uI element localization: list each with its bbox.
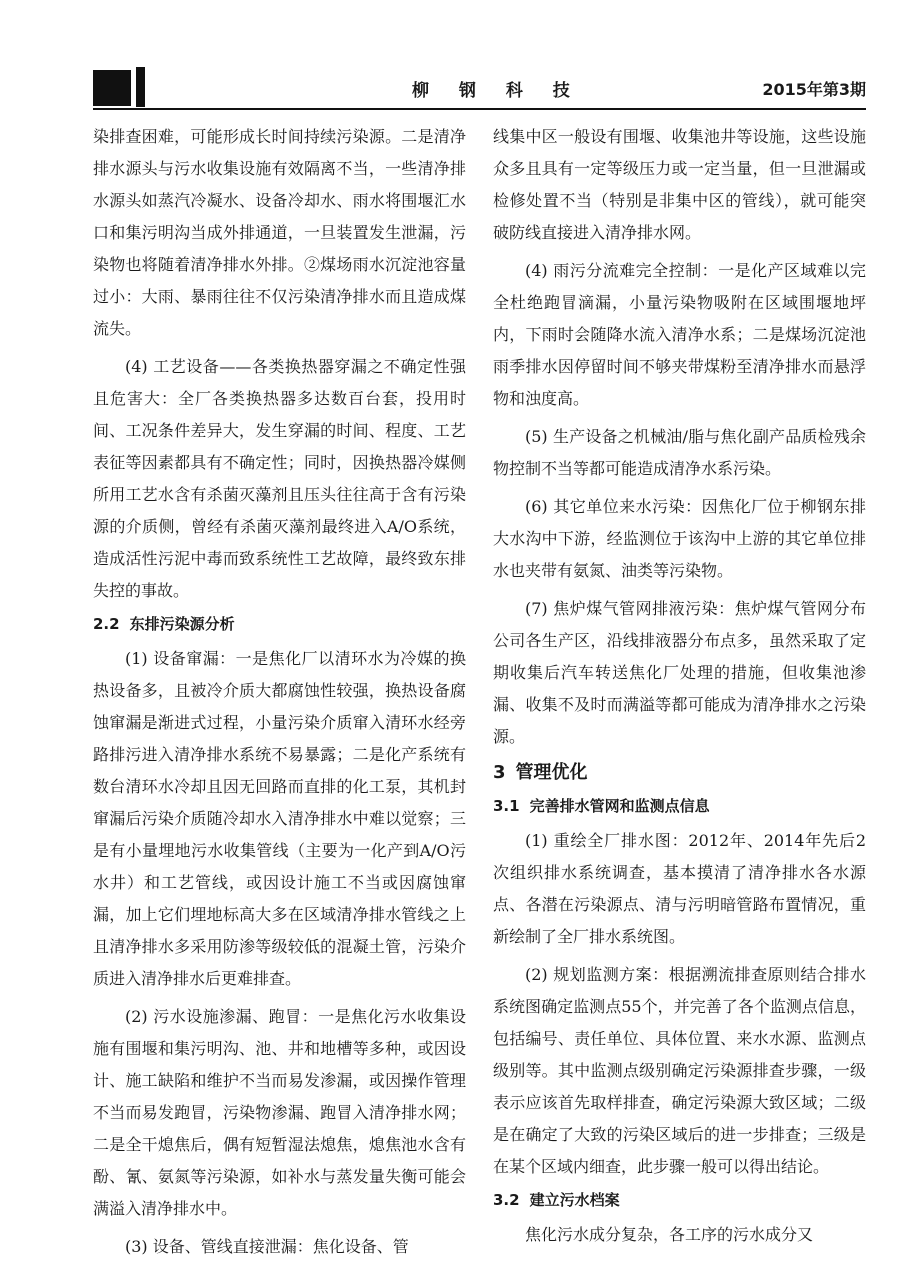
section-heading-3 bbox=[493, 757, 866, 789]
paragraph-equipment-leakage: (1) 设备窜漏：一是焦化厂以清环水为冷媒的换热设备多，且被冷介质大都腐蚀性较强，换热设备腐蚀窜漏是渐进式过程，小量污染介质窜入清环水经旁路排污进入清净排水系统不易暴露；二是化产系统有数台清环水冷却且因无回路而直排的化工泵，其机封窜漏后污染介质随冷却水入清净排水中难以觉察；三是有小量埋地污水收集管线（主要为一化产到A/O污水井）和工艺管线，或因设计施工不当或因腐蚀窜漏，加上它们埋地标高大多在区域清净排水管线之上且清净排水多采用防渗等级较低的混凝土管，污染介质进入清净排水后更难排查。 bbox=[93, 649, 466, 988]
header-divider bbox=[93, 108, 866, 110]
section-heading-2-2 bbox=[93, 609, 466, 639]
paragraph-machine-oil: (5) 生产设备之机械油/脂与焦化副产品质检残余物控制不当等都可能造成清净水系污染。 bbox=[493, 427, 866, 478]
left-column bbox=[93, 121, 466, 1263]
section-title: 完善排水管网和监测点信息 bbox=[529, 797, 710, 815]
paragraph-rain-sewage: (4) 雨污分流难完全控制：一是化产区域难以完全杜绝跑冒滴漏，小量污染物吸附在区域围堰地坪内，下雨时会随降水流入清净水系；二是煤场沉淀池雨季排水因停留时间不够夹带煤粉至清净排水而悬浮物和浊度高。 bbox=[493, 261, 866, 408]
paragraph-continued: 染排查困难，可能形成长时间持续污染源。二是清净排水源头与污水收集设施有效隔离不当，一些清净排水源头如蒸汽冷凝水、设备冷却水、雨水将围堰汇水口和集污明沟当成外排通道，一旦装置发生泄漏，污染物也将随着清净排水外排。②煤场雨水沉淀池容量过小：大雨、暴雨往往不仅污染清净排水而且造成煤流失。 bbox=[93, 127, 466, 338]
paragraph-continued-right: 线集中区一般设有围堰、收集池井等设施，这些设施众多且具有一定等级压力或一定当量，但一旦泄漏或检修处置不当（特别是非集中区的管线），就可能突破防线直接进入清净排水网。 bbox=[493, 127, 866, 242]
section-number: 3 bbox=[493, 762, 506, 783]
section-title: 建立污水档案 bbox=[529, 1191, 620, 1209]
right-column bbox=[493, 121, 866, 1251]
paragraph-sewage-archive: 焦化污水成分复杂，各工序的污水成分又 bbox=[525, 1225, 814, 1244]
section-heading-3-1 bbox=[493, 791, 866, 821]
paragraph-other-units: (6) 其它单位来水污染：因焦化厂位于柳钢东排大水沟中下游，经监测位于该沟中上游的其它单位排水也夹带有氨氮、油类等污染物。 bbox=[493, 497, 866, 580]
paragraph-gas-pipeline: (7) 焦炉煤气管网排液污染：焦炉煤气管网分布公司各生产区，沿线排液器分布点多，虽然采取了定期收集后汽车转送焦化厂处理的措施，但收集池渗漏、收集不及时而满溢等都可能成为清净排水之污染源。 bbox=[493, 599, 866, 746]
journal-logo-bar bbox=[136, 67, 145, 107]
section-number: 3.2 bbox=[493, 1191, 520, 1209]
section-heading-3-2 bbox=[493, 1185, 866, 1215]
journal-title: 柳 钢 科 技 bbox=[412, 81, 582, 101]
section-number: 2.2 bbox=[93, 615, 120, 633]
paragraph-sewage-facility: (2) 污水设施渗漏、跑冒：一是焦化污水收集设施有围堰和集污明沟、池、井和地槽等多种，或因设计、施工缺陷和维护不当而易发渗漏，或因操作管理不当而易发跑冒，污染物渗漏、跑冒入清净排水网；二是全干熄焦后，偶有短暂湿法熄焦，熄焦池水含有酚、氰、氨氮等污染源，如补水与蒸发量失衡可能会满溢入清净排水中。 bbox=[93, 1007, 466, 1218]
paragraph-monitoring-plan: (2) 规划监测方案：根据溯流排查原则结合排水系统图确定监测点55个，并完善了各个监测点信息，包括编号、责任单位、具体位置、来水水源、监测点级别等。其中监测点级别确定污染源排查步骤，一级表示应该首先取样排查，确定污染源大致区域；二级是在确定了大致的污染区域后的进一步排查；三级是在某个区域内细查，此步骤一般可以得出结论。 bbox=[493, 965, 866, 1176]
paragraph-process-equipment: (4) 工艺设备——各类换热器穿漏之不确定性强且危害大：全厂各类换热器多达数百台套，投用时间、工况条件差异大，发生穿漏的时间、程度、工艺表征等因素都具有不确定性；同时，因换热器冷媒侧所用工艺水含有杀菌灭藻剂且压头往往高于含有污染源的介质侧，曾经有杀菌灭藻剂最终进入A/O系统，造成活性污泥中毒而致系统性工艺故障，最终致东排失控的事故。 bbox=[93, 357, 466, 600]
section-number: 3.1 bbox=[493, 797, 520, 815]
issue-number: 2015年第3期 bbox=[762, 80, 866, 99]
section-title: 东排污染源分析 bbox=[129, 615, 235, 633]
journal-logo-block bbox=[93, 70, 131, 106]
paragraph-direct-leak: (3) 设备、管线直接泄漏：焦化设备、管 bbox=[125, 1237, 409, 1256]
section-title: 管理优化 bbox=[515, 762, 588, 783]
paragraph-redraw-map: (1) 重绘全厂排水图：2012年、2014年先后2次组织排水系统调查，基本摸清了清净排水各水源点、各潜在污染源点、清与污明暗管路布置情况，重新绘制了全厂排水系统图。 bbox=[493, 831, 866, 946]
